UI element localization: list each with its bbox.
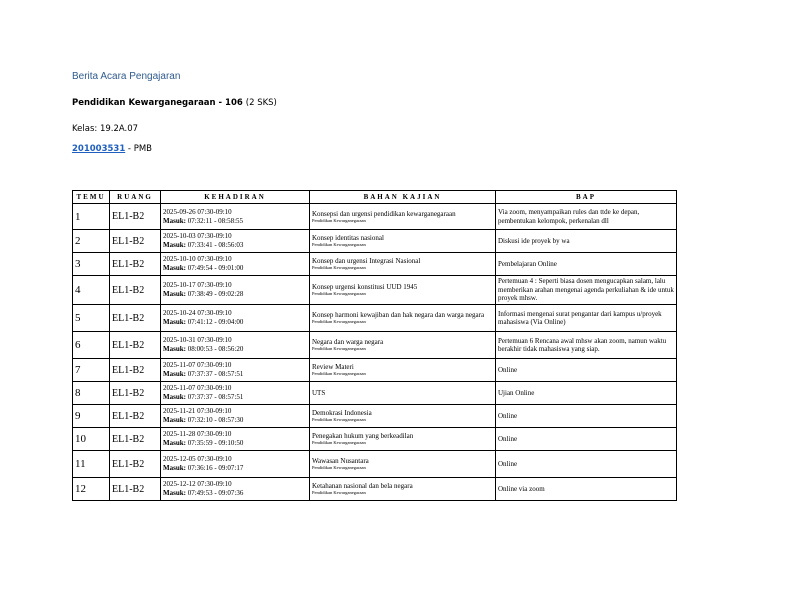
masuk-label: Masuk: <box>163 393 186 401</box>
kehadiran-cell <box>161 204 310 230</box>
jadwal-text: 2025-12-05 07:30-09:10 <box>163 455 232 463</box>
masuk-line <box>163 290 307 299</box>
masuk-text: 07:36:16 - 09:07:17 <box>187 464 244 472</box>
masuk-label: Masuk: <box>163 416 186 424</box>
kehadiran-cell <box>161 230 310 253</box>
masuk-text: 08:00:53 - 08:56:20 <box>187 345 244 353</box>
kehadiran-cell <box>161 276 310 305</box>
masuk-line <box>163 393 307 402</box>
masuk-label: Masuk: <box>163 439 186 447</box>
bahan-title: Konsep urgensi konstitusi UUD 1945 <box>312 283 418 291</box>
bap-cell: Online <box>496 451 677 478</box>
lecturer-id-link[interactable]: 201003531 <box>72 144 126 154</box>
bahan-title: Konsep identitas nasional <box>312 234 384 242</box>
temu-cell: 1 <box>73 204 110 230</box>
table-row <box>73 428 677 451</box>
temu-cell: 3 <box>73 253 110 276</box>
ruang-cell: EL1-B2 <box>110 451 161 478</box>
masuk-label: Masuk: <box>163 216 186 225</box>
table-row <box>73 478 677 501</box>
bahan-subtitle: Pendidikan Kewarganegaraan <box>312 371 366 376</box>
masuk-text: 07:35:59 - 09:10:50 <box>187 439 244 447</box>
masuk-line <box>163 318 307 327</box>
class-label: Kelas: 19.2A.07 <box>72 124 139 134</box>
bahan-title: Penegakan hukum yang berkeadilan <box>312 432 414 440</box>
table-row <box>73 332 677 359</box>
bap-cell: Informasi mengenai surat pengantar dari kampus u/proyek mahasiswa (Via Online) <box>496 305 677 332</box>
ruang-cell: EL1-B2 <box>110 230 161 253</box>
masuk-text: 07:37:37 - 08:57:51 <box>187 370 244 378</box>
temu-cell: 11 <box>73 451 110 478</box>
jadwal-text: 2025-12-12 07:30-09:10 <box>163 480 232 488</box>
masuk-text: 07:49:54 - 09:01:00 <box>187 264 244 272</box>
bahan-kajian-cell <box>310 428 496 451</box>
masuk-label: Masuk: <box>163 464 186 472</box>
jadwal-text: 2025-11-21 07:30-09:10 <box>163 407 232 415</box>
col-header-ruang: RUANG <box>110 191 161 204</box>
temu-cell: 9 <box>73 405 110 428</box>
bahan-kajian-cell <box>310 478 496 501</box>
course-name: Pendidikan Kewarganegaraan - 106 <box>72 98 243 108</box>
ruang-cell: EL1-B2 <box>110 405 161 428</box>
bap-cell: Ujian Online <box>496 382 677 405</box>
temu-cell: 2 <box>73 230 110 253</box>
kehadiran-cell <box>161 332 310 359</box>
table-row <box>73 276 677 305</box>
bap-cell: Online <box>496 405 677 428</box>
bahan-kajian-cell <box>310 405 496 428</box>
col-header-bahan-kajian: BAHAN KAJIAN <box>310 191 496 204</box>
bap-cell: Pertemuan 6 Rencana awal mhsw akan zoom, namun waktu berakhir tidak mahasiswa yang siap. <box>496 332 677 359</box>
masuk-text: 07:38:49 - 09:02:28 <box>187 290 244 298</box>
table-row <box>73 382 677 405</box>
masuk-label: Masuk: <box>163 290 186 298</box>
bahan-subtitle: Pendidikan Kewarganegaraan <box>312 465 366 470</box>
kehadiran-cell <box>161 451 310 478</box>
kehadiran-cell <box>161 382 310 405</box>
masuk-line <box>163 489 307 498</box>
bahan-kajian-cell <box>310 305 496 332</box>
table-row <box>73 305 677 332</box>
masuk-line <box>163 416 307 425</box>
jadwal-text: 2025-10-24 07:30-09:10 <box>163 309 232 317</box>
table-row <box>73 359 677 382</box>
ruang-cell: EL1-B2 <box>110 276 161 305</box>
table-header-row <box>73 191 677 204</box>
table-row <box>73 405 677 428</box>
temu-cell: 6 <box>73 332 110 359</box>
table-row <box>73 451 677 478</box>
ruang-cell: EL1-B2 <box>110 253 161 276</box>
table-row <box>73 204 677 230</box>
bap-cell: Online via zoom <box>496 478 677 501</box>
bahan-subtitle: Pendidikan Kewarganegaraan <box>312 490 366 495</box>
jadwal-text: 2025-10-10 07:30-09:10 <box>163 255 232 263</box>
masuk-line <box>163 241 307 250</box>
temu-cell: 8 <box>73 382 110 405</box>
masuk-text: 07:32:11 - 08:58:55 <box>187 216 244 225</box>
ruang-cell: EL1-B2 <box>110 332 161 359</box>
masuk-label: Masuk: <box>163 489 186 497</box>
temu-cell: 10 <box>73 428 110 451</box>
bahan-title: Wawasan Nusantara <box>312 457 369 465</box>
temu-cell: 4 <box>73 276 110 305</box>
kehadiran-cell <box>161 253 310 276</box>
bahan-title: Review Materi <box>312 363 354 371</box>
bahan-title: Konsepsi dan urgensi pendidikan kewarganegaraan <box>312 209 456 218</box>
jadwal-text: 2025-09-26 07:30-09:10 <box>163 207 232 216</box>
jadwal-text: 2025-11-07 07:30-09:10 <box>163 384 232 392</box>
bahan-kajian-cell <box>310 382 496 405</box>
bahan-kajian-cell <box>310 204 496 230</box>
masuk-text: 07:32:10 - 08:57:30 <box>187 416 244 424</box>
table-row <box>73 253 677 276</box>
kehadiran-cell <box>161 428 310 451</box>
bap-cell: Online <box>496 359 677 382</box>
bap-cell: Via zoom, menyampaikan rules dan ttde ke depan, pembentukan kelompok, perkenalan dll <box>496 204 677 230</box>
bahan-title: Konsep harmoni kewajiban dan hak negara dan warga negara <box>312 311 485 319</box>
bahan-title: Konsep dan urgensi Integrasi Nasional <box>312 257 421 265</box>
jadwal-text: 2025-10-31 07:30-09:10 <box>163 336 232 344</box>
bahan-title: Demokrasi Indonesia <box>312 409 372 417</box>
ruang-cell: EL1-B2 <box>110 305 161 332</box>
jadwal-text: 2025-11-07 07:30-09:10 <box>163 361 232 369</box>
kehadiran-cell <box>161 405 310 428</box>
masuk-line <box>163 464 307 473</box>
bahan-subtitle: Pendidikan Kewarganegaraan <box>312 291 366 296</box>
bap-cell: Pertemuan 4 : Seperti biasa dosen mengucapkan salam, lalu memberikan arahan mengenai agenda perkuliahan & ide untuk proyek mhsw. <box>496 276 677 305</box>
bahan-kajian-cell <box>310 253 496 276</box>
bap-cell: Online <box>496 428 677 451</box>
kehadiran-cell <box>161 305 310 332</box>
temu-cell: 12 <box>73 478 110 501</box>
masuk-text: 07:41:12 - 09:04:00 <box>187 318 244 326</box>
bahan-subtitle: Pendidikan Kewarganegaraan <box>312 417 366 422</box>
bahan-subtitle: Pendidikan Kewarganegaraan <box>312 217 366 223</box>
bahan-kajian-cell <box>310 276 496 305</box>
masuk-label: Masuk: <box>163 241 186 249</box>
bahan-title: Ketahanan nasional dan bela negara <box>312 482 413 490</box>
kehadiran-cell <box>161 478 310 501</box>
masuk-text: 07:33:41 - 08:56:03 <box>187 241 244 249</box>
col-header-bap: BAP <box>496 191 677 204</box>
bahan-subtitle: Pendidikan Kewarganegaraan <box>312 265 366 270</box>
ruang-cell: EL1-B2 <box>110 478 161 501</box>
bahan-subtitle: Pendidikan Kewarganegaraan <box>312 346 366 351</box>
ruang-cell: EL1-B2 <box>110 382 161 405</box>
col-header-temu: TEMU <box>73 191 110 204</box>
bahan-kajian-cell <box>310 332 496 359</box>
temu-cell: 5 <box>73 305 110 332</box>
bahan-subtitle: Pendidikan Kewarganegaraan <box>312 242 366 247</box>
bahan-title: Negara dan warga negara <box>312 338 384 346</box>
bap-cell: Diskusi ide proyek by wa <box>496 230 677 253</box>
masuk-text: 07:37:37 - 08:57:51 <box>187 393 244 401</box>
bahan-title: UTS <box>312 389 326 397</box>
bahan-kajian-cell <box>310 451 496 478</box>
bap-table <box>72 190 677 501</box>
course-title <box>72 98 277 108</box>
ruang-cell: EL1-B2 <box>110 204 161 230</box>
masuk-line <box>163 439 307 448</box>
masuk-label: Masuk: <box>163 370 186 378</box>
masuk-line <box>163 217 307 226</box>
temu-cell: 7 <box>73 359 110 382</box>
jadwal-text: 2025-10-17 07:30-09:10 <box>163 281 232 289</box>
jadwal-text: 2025-10-03 07:30-09:10 <box>163 232 232 240</box>
masuk-line <box>163 370 307 379</box>
bahan-kajian-cell <box>310 359 496 382</box>
ruang-cell: EL1-B2 <box>110 428 161 451</box>
bap-cell: Pembelajaran Online <box>496 253 677 276</box>
masuk-label: Masuk: <box>163 318 186 326</box>
lecturer-suffix: - PMB <box>125 144 152 154</box>
bahan-subtitle: Pendidikan Kewarganegaraan <box>312 319 366 324</box>
bahan-subtitle: Pendidikan Kewarganegaraan <box>312 440 366 445</box>
page-title: Berita Acara Pengajaran <box>72 71 181 82</box>
jadwal-text: 2025-11-28 07:30-09:10 <box>163 430 232 438</box>
table-row <box>73 230 677 253</box>
ruang-cell: EL1-B2 <box>110 359 161 382</box>
masuk-label: Masuk: <box>163 345 186 353</box>
masuk-line <box>163 264 307 273</box>
masuk-text: 07:49:53 - 09:07:36 <box>187 489 244 497</box>
masuk-label: Masuk: <box>163 264 186 272</box>
lecturer-line <box>72 144 152 154</box>
course-credits: (2 SKS) <box>245 98 277 108</box>
kehadiran-cell <box>161 359 310 382</box>
col-header-kehadiran: KEHADIRAN <box>161 191 310 204</box>
masuk-line <box>163 345 307 354</box>
bahan-kajian-cell <box>310 230 496 253</box>
